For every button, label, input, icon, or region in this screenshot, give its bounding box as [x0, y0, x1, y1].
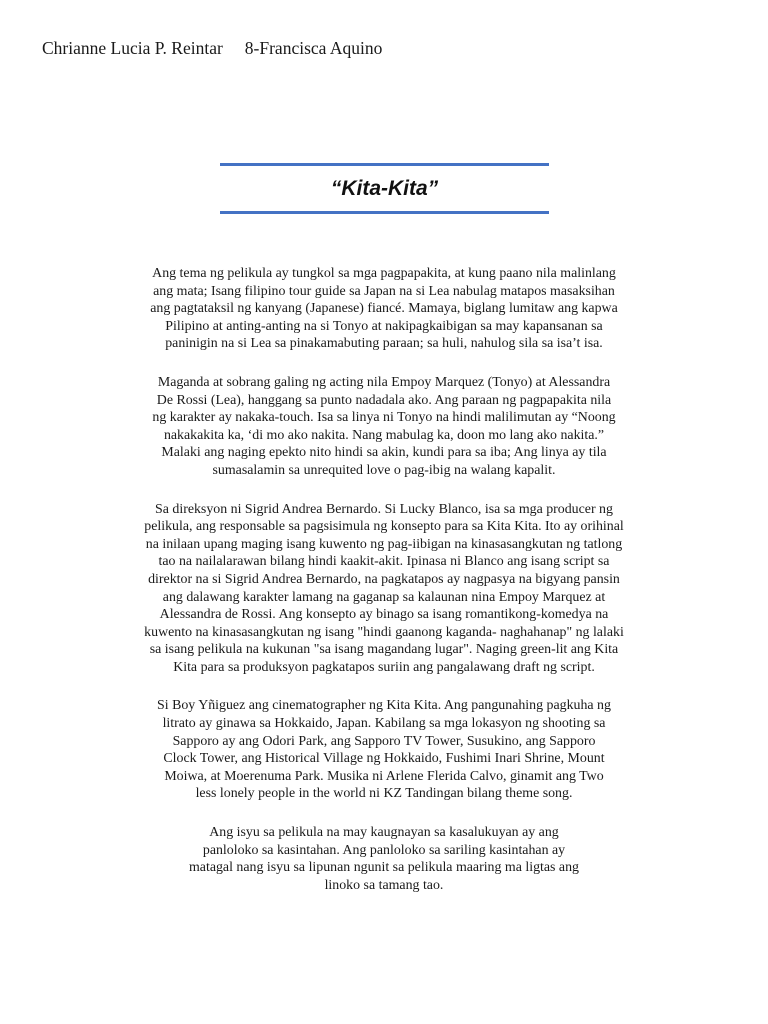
paragraph [115, 265, 653, 353]
document-header [42, 38, 382, 59]
paragraph-line: litrato ay ginawa sa Hokkaido, Japan. Kabilang sa mga lokasyon ng shooting sa [162, 716, 606, 732]
paragraph-line: Ang isyu sa pelikula na may kaugnayan sa kasalukuyan ay ang [209, 825, 559, 841]
paragraph-line: ang dalawang karakter lamang na gaganap sa kalaunan nina Empoy Marquez at [162, 589, 606, 605]
paragraph-line: matagal nang isyu sa lipunan ngunit sa pelikula maaring ma ligtas ang [188, 860, 579, 876]
paragraph-line: Malaki ang naging epekto nito hindi sa akin, kundi para sa iba; Ang linya ay tila [161, 445, 607, 461]
paragraph [115, 374, 653, 480]
paragraph [115, 824, 653, 894]
paragraph-line: De Rossi (Lea), hanggang sa punto nadadala ako. Ang paraan ng pagpapakita nila [156, 392, 612, 408]
paragraph-line: Sa direksyon ni Sigrid Andrea Bernardo. Si Lucky Blanco, isa sa mga producer ng [155, 501, 613, 517]
paragraph-line: Clock Tower, ang Historical Village ng Hokkaido, Fushimi Inari Shrine, Mount [163, 751, 605, 767]
paragraph-line: ng karakter ay nakaka-touch. Isa sa linya ni Tonyo na hindi malilimutan ay “Noong [152, 410, 616, 426]
class-section: 8-Francisca Aquino [244, 38, 383, 58]
paragraph-line: tao na nailalarawan bilang hindi kaakit-akit. Ipinasa ni Blanco ang isang script sa [158, 554, 610, 570]
paragraph [115, 501, 653, 677]
paragraph-line: Ang tema ng pelikula ay tungkol sa mga pagpapakita, at kung paano nila malinlang [152, 266, 616, 281]
paragraph-line: panloloko sa kasintahan. Ang panloloko sa sariling kasintahan ay [202, 842, 566, 858]
paragraph-line: ang mata; Isang filipino tour guide sa Japan na si Lea nabulag matapos masaksihan [153, 283, 615, 299]
paragraph-line: sumasalamin sa unrequited love o pag-ibig na walang kapalit. [212, 462, 556, 478]
document-title: “Kita-Kita” [330, 176, 439, 200]
paragraph-line: pelikula, ang responsable sa pagsisimula ng konsepto para sa Kita Kita. Ito ay orihinal [144, 519, 624, 535]
paragraph-line: paninigin na si Lea sa pinakamabuting paraan; sa huli, nahulog sila sa isa’t isa. [165, 336, 603, 352]
paragraph-line: sa isang pelikula na kukunan "sa isang magandang lugar". Naging green-lit ang Kita [149, 642, 619, 658]
paragraph [115, 697, 653, 803]
paragraph-line: Moiwa, at Moerenuma Park. Musika ni Arlene Flerida Calvo, ginamit ang Two [164, 768, 604, 784]
paragraph-line: kuwento na kinasasangkutan ng isang "hindi gaanong kaganda- naghahanap" ng lalaki [144, 624, 624, 640]
paragraph-line: Pilipino at anting-anting na si Tonyo at nakipagkaibigan sa may kapansanan sa [165, 318, 603, 334]
paragraph-line: Maganda at sobrang galing ng acting nila Empoy Marquez (Tonyo) at Alessandra [157, 374, 611, 390]
paragraph-line: direktor na si Sigrid Andrea Bernardo, na pagkatapos ay nagpasya na bigyang pansin [148, 571, 620, 587]
title-box [220, 163, 549, 214]
paragraph-line: Sapporo ay ang Odori Park, ang Sapporo TV Tower, Susukino, ang Sapporo [172, 733, 596, 749]
paragraph-line: Kita para sa produksyon pagkatapos suriin ang pangalawang draft ng script. [173, 659, 595, 675]
paragraph-line: na inilaan upang maging isang kuwento ng pag-iibigan na kinasasangkutan ng tatlong [145, 536, 623, 552]
author-name: Chrianne Lucia P. Reintar [42, 38, 223, 58]
document-body [115, 265, 653, 915]
paragraph-line: linoko sa tamang tao. [324, 877, 444, 893]
paragraph-line: Si Boy Yñiguez ang cinematographer ng Kita Kita. Ang pangunahing pagkuha ng [157, 698, 611, 714]
paragraph-line: less lonely people in the world ni KZ Tandingan bilang theme song. [195, 786, 573, 802]
paragraph-line: ang pagtataksil ng kanyang (Japanese) fiancé. Mamaya, biglang lumitaw ang kapwa [150, 301, 618, 317]
paragraph-line: nakakakita ka, ‘di mo ako nakita. Nang mabulag ka, doon mo lang ako nakita.” [163, 427, 605, 443]
paragraph-line: Alessandra de Rossi. Ang konsepto ay binago sa isang romantikong-komedya na [159, 607, 609, 623]
